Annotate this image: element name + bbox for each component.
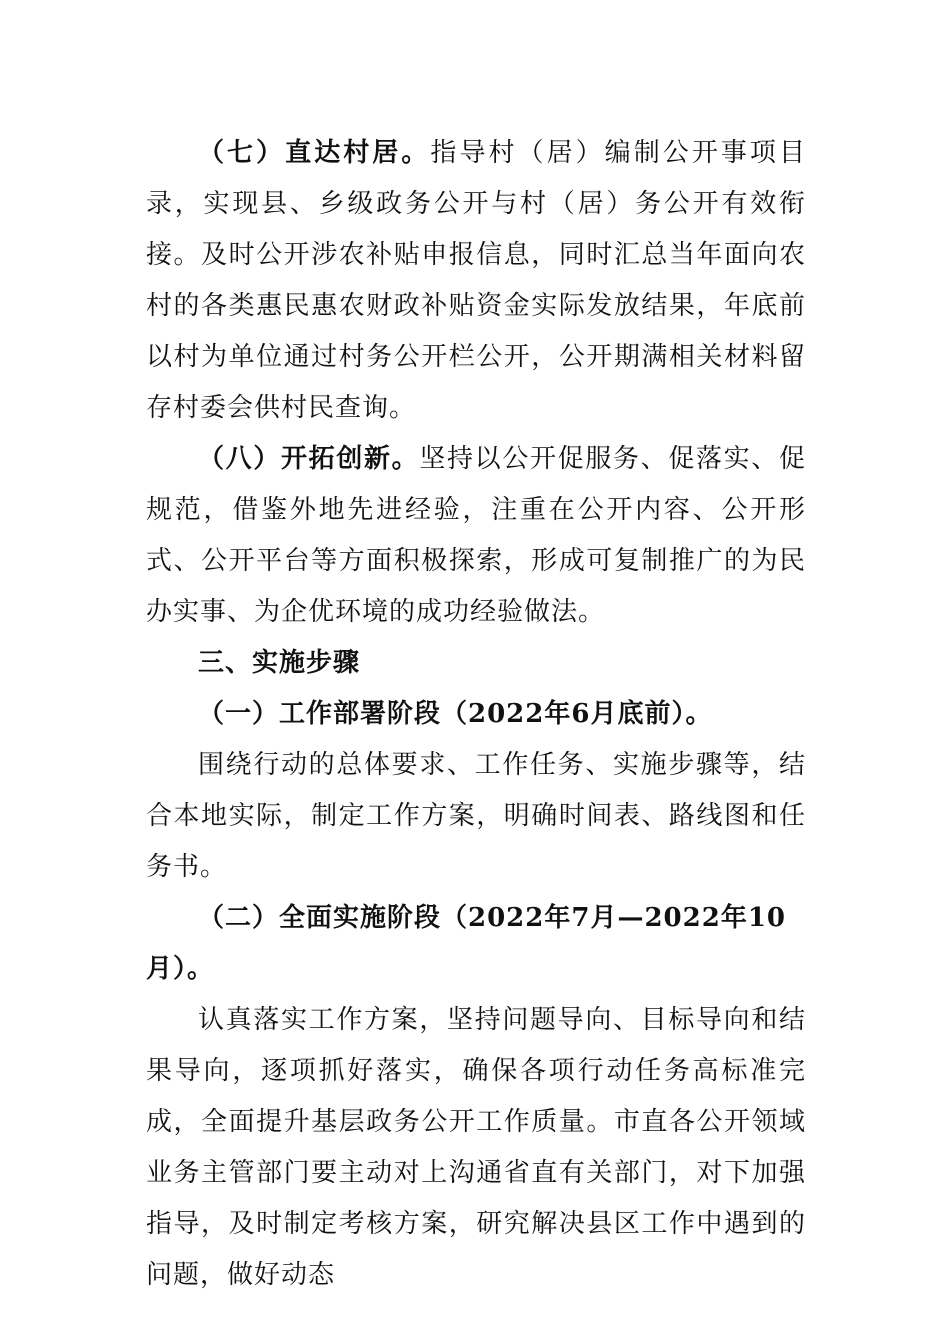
paragraph-eight-text: 坚持以公开促服务、促落实、促规范，借鉴外地先进经验，注重在公开内容、公开形式、公开平台等方面积极探索，形成可复制推广的为民办实事、为企优环境的成功经验做法。 bbox=[146, 444, 806, 627]
document-body bbox=[146, 128, 806, 1301]
step-two-heading: （二）全面实施阶段（2022年7月—2022年10月）。 bbox=[146, 903, 786, 984]
paragraph-seven-title: （七）直达村居。 bbox=[198, 138, 431, 168]
paragraph-seven bbox=[146, 128, 806, 434]
step-one-heading: （一）工作部署阶段（2022年6月底前）。 bbox=[198, 699, 713, 729]
paragraph-seven-text: 指导村（居）编制公开事项目录，实现县、乡级政务公开与村（居）务公开有效衔接。及时公开涉农补贴申报信息，同时汇总当年面向农村的各类惠民惠农财政补贴资金实际发放结果，年底前以村为单位通过村务公开栏公开，公开期满相关材料留存村委会供村民查询。 bbox=[146, 138, 806, 423]
step-two-text: 认真落实工作方案，坚持问题导向、目标导向和结果导向，逐项抓好落实，确保各项行动任务高标准完成，全面提升基层政务公开工作质量。市直各公开领域业务主管部门要主动对上沟通省直有关部门，对下加强指导，及时制定考核方案，研究解决县区工作中遇到的问题，做好动态 bbox=[146, 1005, 806, 1290]
paragraph-eight-title: （八）开拓创新。 bbox=[198, 444, 420, 474]
step-one-text: 围绕行动的总体要求、工作任务、实施步骤等，结合本地实际，制定工作方案，明确时间表、路线图和任务书。 bbox=[146, 750, 806, 882]
section-three-heading: 三、实施步骤 bbox=[198, 648, 361, 678]
paragraph-eight bbox=[146, 434, 806, 638]
